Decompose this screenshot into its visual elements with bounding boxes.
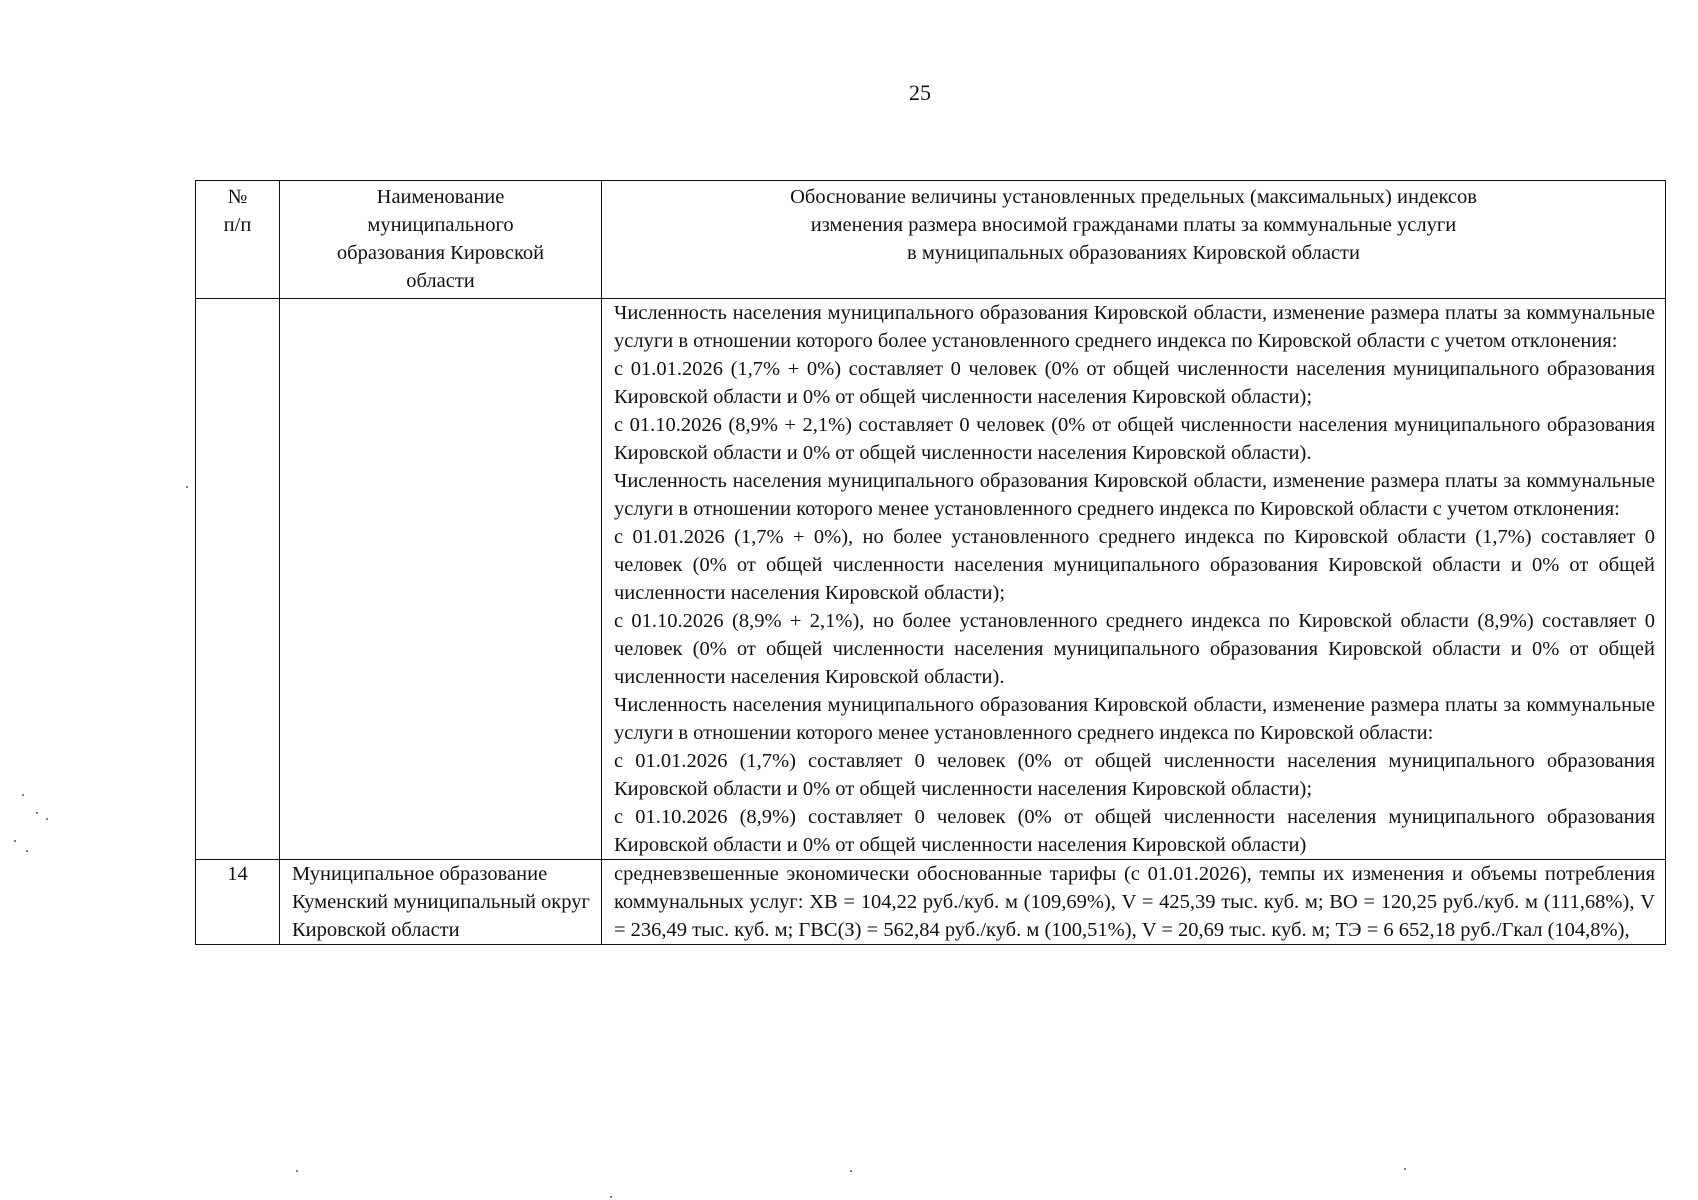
justification-table [195, 180, 1666, 945]
justification-paragraph: с 01.01.2026 (1,7%) составляет 0 человек (0% от общей численности населения муниципального образования Кировской области и 0% от общей численности населения Кировской области); [614, 750, 1655, 800]
scan-speck [850, 1170, 852, 1172]
scan-speck [610, 1196, 612, 1198]
header-justification-line: Обоснование величины установленных предельных (максимальных) индексов [790, 186, 1477, 208]
justification-paragraph: Численность населения муниципального образования Кировской области, изменение размера платы за коммунальные услуги в отношении которого более установленного среднего индекса по Кировской области с учетом отклонения: [614, 302, 1655, 352]
row-justification [602, 299, 1666, 860]
table-row [196, 299, 1666, 860]
justification-paragraph: с 01.01.2026 (1,7% + 0%), но более установленного среднего индекса по Кировской области (1,7%) составляет 0 человек (0% от общей численности населения муниципального образования Кировской области и 0% от общей численности населения Кировской области); [614, 526, 1655, 604]
scan-speck [36, 812, 38, 814]
header-municipality: Наименование муниципального образования Кировской области [280, 181, 602, 299]
scan-speck [22, 794, 24, 796]
row-municipality: Муниципальное образование Куменский муниципальный округ Кировской области [280, 860, 602, 945]
scan-speck [1404, 1168, 1406, 1170]
scan-speck [26, 850, 28, 852]
header-justification-line: в муниципальных образованиях Кировской области [907, 242, 1360, 264]
scan-speck [14, 840, 16, 842]
justification-paragraph: Численность населения муниципального образования Кировской области, изменение размера платы за коммунальные услуги в отношении которого менее установленного среднего индекса по Кировской области с учетом отклонения: [614, 470, 1655, 520]
table-row [196, 860, 1666, 945]
row-number: 14 [196, 860, 280, 945]
page-number: 25 [909, 80, 931, 105]
header-justification-line: изменения размера вносимой гражданами платы за коммунальные услуги [810, 214, 1457, 236]
justification-paragraph: с 01.01.2026 (1,7% + 0%) составляет 0 человек (0% от общей численности населения муниципального образования Кировской области и 0% от общей численности населения Кировской области); [614, 358, 1655, 408]
justification-paragraph: с 01.10.2026 (8,9% + 2,1%) составляет 0 человек (0% от общей численности населения муниципального образования Кировской области и 0% от общей численности населения Кировской области). [614, 414, 1655, 464]
scan-speck [296, 1170, 298, 1172]
scan-speck [186, 486, 188, 488]
header-justification [602, 181, 1666, 299]
row-number [196, 299, 280, 860]
row-municipality [280, 299, 602, 860]
table-header-row [196, 181, 1666, 299]
justification-paragraph: с 01.10.2026 (8,9%) составляет 0 человек (0% от общей численности населения муниципального образования Кировской области и 0% от общей численности населения Кировской области) [614, 806, 1655, 856]
justification-paragraph: Численность населения муниципального образования Кировской области, изменение размера платы за коммунальные услуги в отношении которого менее установленного среднего индекса по Кировской области: [614, 694, 1655, 744]
justification-paragraph: с 01.10.2026 (8,9% + 2,1%), но более установленного среднего индекса по Кировской области (8,9%) составляет 0 человек (0% от общей численности населения муниципального образования Кировской области и 0% от общей численности населения Кировской области). [614, 610, 1655, 688]
row-justification [602, 860, 1666, 945]
header-number: № п/п [196, 181, 280, 299]
justification-paragraph: средневзвешенные экономически обоснованные тарифы (с 01.01.2026), темпы их изменения и объемы потребления коммунальных услуг: ХВ = 104,22 руб./куб. м (109,69%), V = 425,39 тыс. куб. м; ВО = 120,25 руб./куб. м (111,68%), V = 236,49 тыс. куб. м; ГВС(З) = 562,84 руб./куб. м (100,51%), V = 20,69 тыс. куб. м; ТЭ = 6 652,18 руб./Гкал (104,8%), [614, 863, 1655, 941]
scan-speck [46, 818, 48, 820]
